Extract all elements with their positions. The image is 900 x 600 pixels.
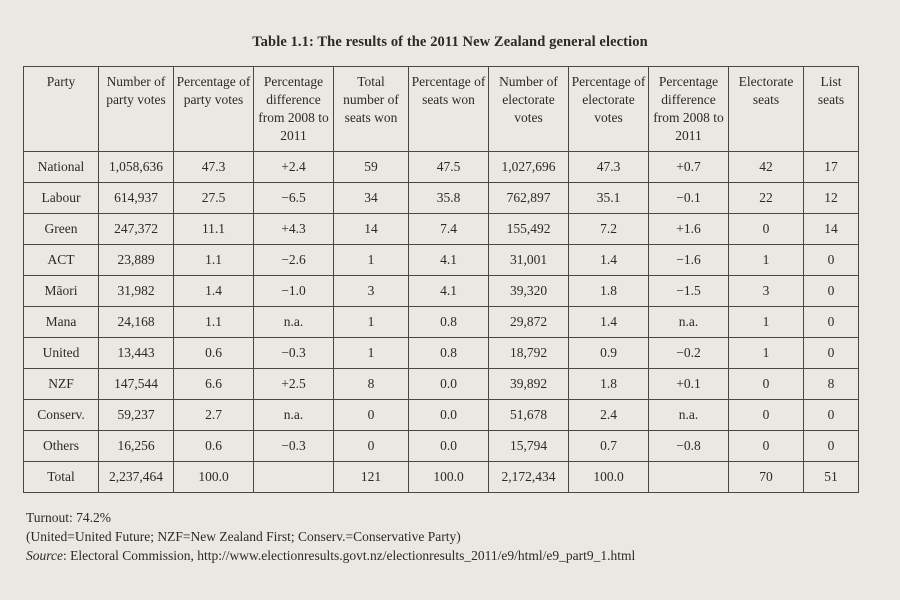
source-note xyxy=(26,546,635,565)
table-cell: 31,001 xyxy=(489,245,569,276)
table-row xyxy=(24,307,859,338)
table-cell: 11.1 xyxy=(174,214,254,245)
table-cell: 14 xyxy=(804,214,859,245)
table-cell: n.a. xyxy=(254,307,334,338)
table-cell: 4.1 xyxy=(409,276,489,307)
column-header: Percentage difference from 2008 to 2011 xyxy=(649,67,729,152)
table-cell: 14 xyxy=(334,214,409,245)
table-cell: 35.1 xyxy=(569,183,649,214)
table-cell: 0.0 xyxy=(409,431,489,462)
table-cell: −0.2 xyxy=(649,338,729,369)
table-cell: 0 xyxy=(804,307,859,338)
table-cell: 0.7 xyxy=(569,431,649,462)
table-cell: 29,872 xyxy=(489,307,569,338)
table-cell: 47.3 xyxy=(174,152,254,183)
table-cell: 1.4 xyxy=(569,307,649,338)
table-row xyxy=(24,369,859,400)
table-row xyxy=(24,431,859,462)
table-cell: 17 xyxy=(804,152,859,183)
table-cell: 0 xyxy=(729,400,804,431)
table-cell: 3 xyxy=(334,276,409,307)
table-cell: n.a. xyxy=(649,400,729,431)
table-cell: 1 xyxy=(334,338,409,369)
table-cell: 35.8 xyxy=(409,183,489,214)
table-cell: 1.1 xyxy=(174,307,254,338)
table-cell: 762,897 xyxy=(489,183,569,214)
table-cell: −0.8 xyxy=(649,431,729,462)
table-cell: 1,027,696 xyxy=(489,152,569,183)
table-cell: +0.1 xyxy=(649,369,729,400)
party-cell: NZF xyxy=(24,369,99,400)
table-cell: 100.0 xyxy=(409,462,489,493)
column-header: List seats xyxy=(804,67,859,152)
table-cell: 34 xyxy=(334,183,409,214)
table-cell: 1,058,636 xyxy=(99,152,174,183)
table-cell: 0 xyxy=(334,431,409,462)
table-cell: 2,237,464 xyxy=(99,462,174,493)
party-cell: Mana xyxy=(24,307,99,338)
table-cell: −1.5 xyxy=(649,276,729,307)
table-cell: 39,892 xyxy=(489,369,569,400)
table-cell: 27.5 xyxy=(174,183,254,214)
table-cell: −2.6 xyxy=(254,245,334,276)
table-cell: −0.3 xyxy=(254,431,334,462)
table-cell: 0 xyxy=(729,369,804,400)
table-cell: 7.4 xyxy=(409,214,489,245)
table-cell: 31,982 xyxy=(99,276,174,307)
table-cell: 1.4 xyxy=(569,245,649,276)
table-cell: 59 xyxy=(334,152,409,183)
table-cell: 16,256 xyxy=(99,431,174,462)
table-cell: 39,320 xyxy=(489,276,569,307)
table-cell: 8 xyxy=(804,369,859,400)
table-cell: 100.0 xyxy=(569,462,649,493)
table-cell: 12 xyxy=(804,183,859,214)
table-row xyxy=(24,214,859,245)
table-cell: −1.6 xyxy=(649,245,729,276)
table-cell: −1.0 xyxy=(254,276,334,307)
table-cell: 1 xyxy=(334,307,409,338)
table-row xyxy=(24,245,859,276)
table-cell: 0 xyxy=(804,276,859,307)
table-cell: −0.3 xyxy=(254,338,334,369)
table-cell: 23,889 xyxy=(99,245,174,276)
source-label: Source xyxy=(26,548,63,563)
table-cell: 0 xyxy=(804,400,859,431)
table-row xyxy=(24,276,859,307)
table-cell: 0.6 xyxy=(174,431,254,462)
table-cell: 4.1 xyxy=(409,245,489,276)
table-cell: +0.7 xyxy=(649,152,729,183)
table-cell: 1 xyxy=(729,338,804,369)
table-cell: 15,794 xyxy=(489,431,569,462)
table-row xyxy=(24,400,859,431)
party-cell: Conserv. xyxy=(24,400,99,431)
table-cell: 0.6 xyxy=(174,338,254,369)
table-cell: 24,168 xyxy=(99,307,174,338)
table-cell: 1.8 xyxy=(569,276,649,307)
column-header: Total number of seats won xyxy=(334,67,409,152)
party-cell: United xyxy=(24,338,99,369)
turnout-note: Turnout: 74.2% xyxy=(26,510,112,525)
table-cell: 247,372 xyxy=(99,214,174,245)
table-cell: 59,237 xyxy=(99,400,174,431)
column-header: Percentage of electorate votes xyxy=(569,67,649,152)
party-cell: ACT xyxy=(24,245,99,276)
table-cell: 2,172,434 xyxy=(489,462,569,493)
table-cell: 121 xyxy=(334,462,409,493)
table-cell: 0.0 xyxy=(409,369,489,400)
column-header: Electorate seats xyxy=(729,67,804,152)
table-cell: 7.2 xyxy=(569,214,649,245)
table-header-row xyxy=(24,67,859,152)
table-cell: 614,937 xyxy=(99,183,174,214)
table-cell: n.a. xyxy=(649,307,729,338)
table-cell: 0 xyxy=(804,338,859,369)
table-cell: 6.6 xyxy=(174,369,254,400)
party-cell: Māori xyxy=(24,276,99,307)
table-cell: 18,792 xyxy=(489,338,569,369)
table-cell: 2.7 xyxy=(174,400,254,431)
table-cell: 22 xyxy=(729,183,804,214)
table-row xyxy=(24,152,859,183)
table-cell: +4.3 xyxy=(254,214,334,245)
abbreviations-note: (United=United Future; NZF=New Zealand First; Conserv.=Conservative Party) xyxy=(26,529,461,544)
table-cell xyxy=(254,462,334,493)
party-cell: National xyxy=(24,152,99,183)
table-cell: 1 xyxy=(729,245,804,276)
table-cell xyxy=(649,462,729,493)
table-cell: +2.4 xyxy=(254,152,334,183)
table-cell: 3 xyxy=(729,276,804,307)
column-header: Party xyxy=(24,67,99,152)
table-row xyxy=(24,338,859,369)
table-cell: 47.5 xyxy=(409,152,489,183)
table-cell: 8 xyxy=(334,369,409,400)
party-cell: Others xyxy=(24,431,99,462)
table-cell: 0 xyxy=(334,400,409,431)
table-cell: 1.8 xyxy=(569,369,649,400)
table-cell: 1 xyxy=(334,245,409,276)
table-cell: 100.0 xyxy=(174,462,254,493)
table-cell: 0 xyxy=(729,214,804,245)
table-cell: 0.8 xyxy=(409,338,489,369)
table-body xyxy=(24,152,859,493)
table-cell: +1.6 xyxy=(649,214,729,245)
table-cell: 0 xyxy=(804,245,859,276)
party-cell: Labour xyxy=(24,183,99,214)
table-cell: −6.5 xyxy=(254,183,334,214)
table-notes xyxy=(26,508,635,565)
table-row xyxy=(24,183,859,214)
table-cell: 0.8 xyxy=(409,307,489,338)
table-cell: 0 xyxy=(729,431,804,462)
table-cell: 42 xyxy=(729,152,804,183)
election-results-table xyxy=(23,66,859,493)
source-text: : Electoral Commission, http://www.electionresults.govt.nz/electionresults_2011/e9/html/e9_part9_1.html xyxy=(63,548,636,563)
table-title: Table 1.1: The results of the 2011 New Zealand general election xyxy=(252,34,648,50)
table-cell: 13,443 xyxy=(99,338,174,369)
party-cell: Total xyxy=(24,462,99,493)
table-cell: 51,678 xyxy=(489,400,569,431)
table-cell: 1.4 xyxy=(174,276,254,307)
column-header: Number of electorate votes xyxy=(489,67,569,152)
table-cell: 147,544 xyxy=(99,369,174,400)
column-header: Number of party votes xyxy=(99,67,174,152)
table-cell: −0.1 xyxy=(649,183,729,214)
column-header: Percentage of party votes xyxy=(174,67,254,152)
party-cell: Green xyxy=(24,214,99,245)
table-cell: +2.5 xyxy=(254,369,334,400)
total-row xyxy=(24,462,859,493)
table-cell: 0.0 xyxy=(409,400,489,431)
table-cell: 0 xyxy=(804,431,859,462)
table-cell: 51 xyxy=(804,462,859,493)
column-header: Percentage of seats won xyxy=(409,67,489,152)
table-cell: 1.1 xyxy=(174,245,254,276)
table-cell: 47.3 xyxy=(569,152,649,183)
table-cell: 2.4 xyxy=(569,400,649,431)
table-cell: 155,492 xyxy=(489,214,569,245)
table-cell: n.a. xyxy=(254,400,334,431)
table-cell: 1 xyxy=(729,307,804,338)
column-header: Percentage difference from 2008 to 2011 xyxy=(254,67,334,152)
table-cell: 0.9 xyxy=(569,338,649,369)
table-cell: 70 xyxy=(729,462,804,493)
